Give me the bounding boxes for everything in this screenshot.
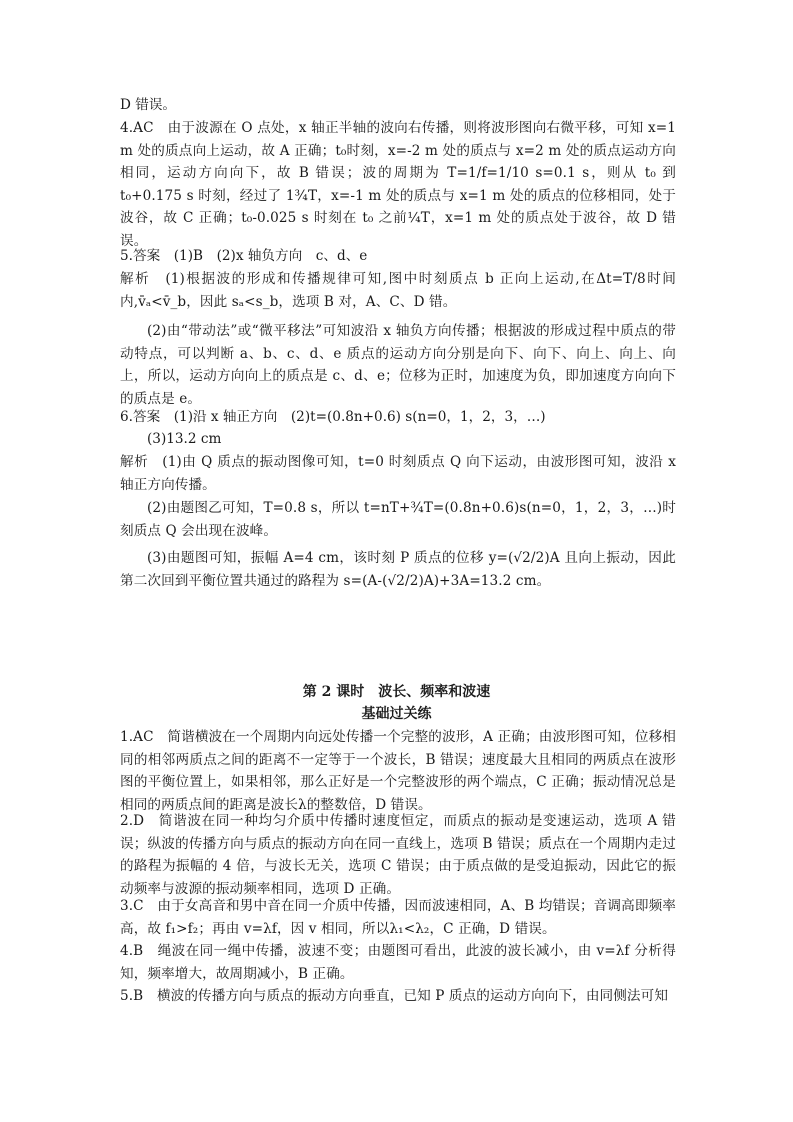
lesson-title: 第 2 课时 波长、频率和波速	[302, 684, 491, 700]
answer-5-analysis-1: 解析 (1)根据波的形成和传播规律可知,图中时刻质点 b 正向上运动,在Δt=T/8时间内,v̄ₐ<v̄_b，因此 sₐ<s_b，选项 B 对，A、C、D 错。	[120, 271, 676, 310]
lesson-subtitle: 基础过关练	[361, 706, 432, 722]
answer-6-analysis-2: (2)由题图乙可知，T=0.8 s，所以 t=nT+¾T=(0.8n+0.6)s(n=0，1，2，3，…)时刻质点 Q 会出现在波峰。	[120, 500, 676, 539]
answer-5-analysis-2: (2)由“带动法”或“微平移法”可知波沿 x 轴负方向传播；根据波的形成过程中质点的带动特点，可以判断 a、b、c、d、e 质点的运动方向分别是向下、向下、向上、向上、向上，所以，运动方向向上的质点是 c、d、e；位移为正时，加速度为负，即加速度方向向下的质点是 e。	[120, 323, 676, 407]
answer-6-header: 6.答案 (1)沿 x 轴正方向 (2)t=(0.8n+0.6) s(n=0，1，2，3，…)	[120, 409, 546, 425]
answer-4: 4.AC 由于波源在 O 点处，x 轴正半轴的波向右传播，则将波形图向右微平移，可知 x=1 m 处的质点向上运动，故 A 正确；t₀时刻，x=-2 m 处的质点与 x=2 m 处的质点运动方向相同，运动方向向下，故 B 错误；波的周期为 T=1/f=1/10 s=0.1 s，则从 t₀ 到 t₀+0.175 s 时刻，经过了 1¾T，x=-1 m 处的质点与 x=1 m 处的质点的位移相同，处于波谷，故 C 正确；t₀-0.025 s 时刻在 t₀ 之前¼T，x=1 m 处的质点处于波谷，故 D 错误。	[120, 120, 676, 249]
lesson-answer-1: 1.AC 简谐横波在一个周期内向远处传播一个完整的波形，A 正确；由波形图可知，位移相同的相邻两质点之间的距离不一定等于一个波长，B 错误；速度最大且相同的两质点在波形图的平衡位置上，如果相邻，那么正好是一个完整波形的两个端点，C 正确；振动情况总是相同的两质点间的距离是波长λ的整数倍，D 错误。	[120, 729, 676, 813]
answer-6-analysis-1: 解析 (1)由 Q 质点的振动图像可知，t=0 时刻质点 Q 向下运动，由波形图可知，波沿 x 轴正方向传播。	[120, 454, 676, 493]
answer-6-analysis-3: (3)由题图可知，振幅 A=4 cm，该时刻 P 质点的位移 y=(√2/2)A 且向上振动，因此第二次回到平衡位置共通过的路程为 s=(A-(√2/2)A)+3A=13.2 cm。	[120, 550, 676, 589]
lesson-answer-4: 4.B 绳波在同一绳中传播，波速不变；由题图可看出，此波的波长减小，由 v=λf 分析得知，频率增大，故周期减小，B 正确。	[120, 943, 676, 982]
lesson-answer-5: 5.B 横波的传播方向与质点的振动方向垂直，已知 P 质点的运动方向向下，由同侧法可知	[120, 988, 669, 1004]
paragraph-d-wrong: D 错误。	[120, 97, 177, 113]
answer-6-part3: (3)13.2 cm	[147, 431, 222, 447]
lesson-answer-3: 3.C 由于女高音和男中音在同一介质中传播，因而波速相同，A、B 均错误；音调高即频率高，故 f₁>f₂；再由 v=λf，因 v 相同，所以λ₁<λ₂，C 正确，D 错误。	[120, 898, 676, 937]
lesson-answer-2: 2.D 简谐波在同一种均匀介质中传播时速度恒定，而质点的振动是变速运动，选项 A 错误；纵波的传播方向与质点的振动方向在同一直线上，选项 B 错误；质点在一个周期内走过的路程为振幅的 4 倍，与波长无关，选项 C 错误；由于质点做的是受迫振动，因此它的振动频率与波源的振动频率相同，选项 D 正确。	[120, 813, 676, 897]
answer-5-header: 5.答案 (1)B (2)x 轴负方向 c、d、e	[120, 248, 368, 264]
